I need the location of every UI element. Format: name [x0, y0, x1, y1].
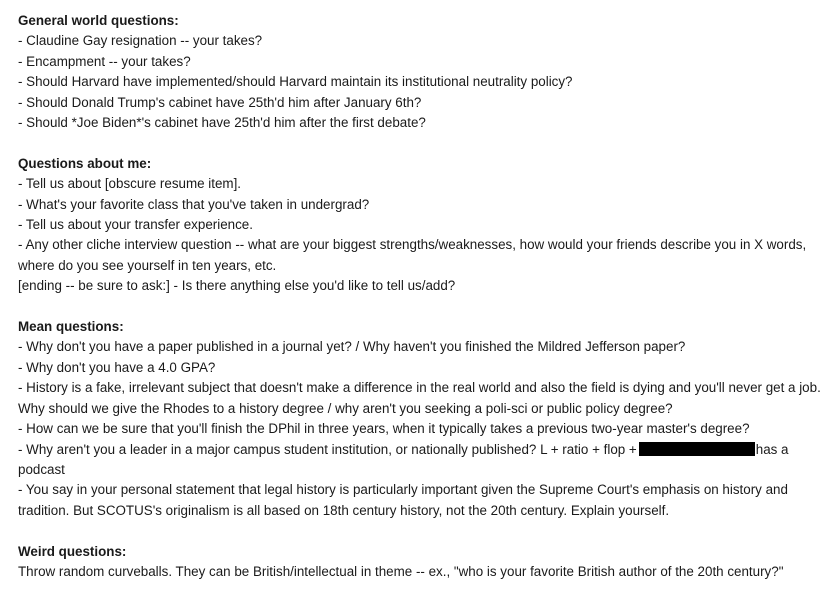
question-line: - Should Donald Trump's cabinet have 25th'd him after January 6th?: [18, 94, 422, 110]
question-line: - Should *Joe Biden*'s cabinet have 25th'd him after the first debate?: [18, 115, 426, 131]
section-mean-questions: [18, 317, 822, 521]
section-heading: Questions about me:: [18, 155, 152, 171]
question-line: - Tell us about [obscure resume item].: [18, 176, 242, 192]
question-line-redacted: [18, 440, 822, 481]
question-line: [ending -- be sure to ask:] - Is there anything else you'd like to tell us/add?: [18, 278, 456, 294]
question-line: - How can we be sure that you'll finish the DPhil in three years, when it typically takes a previous two-year master's degree?: [18, 421, 750, 437]
question-line: - Why don't you have a paper published in a journal yet? / Why haven't you finished the Mildred Jefferson paper?: [18, 339, 686, 355]
question-line: Throw random curveballs. They can be British/intellectual in theme -- ex., "who is your favorite British author of the 20th century?": [18, 563, 784, 579]
redacted-line-before: - Why aren't you a leader in a major campus student institution, or nationally published? L + ratio + flop +: [18, 441, 637, 457]
question-line: - Tell us about your transfer experience.: [18, 217, 253, 233]
question-line: - Encampment -- your takes?: [18, 53, 191, 69]
question-line: - What's your favorite class that you've taken in undergrad?: [18, 196, 370, 212]
section-heading: General world questions:: [18, 13, 179, 28]
question-line: - Claudine Gay resignation -- your takes?: [18, 33, 263, 49]
section-weird-questions: [18, 542, 822, 583]
section-heading: Mean questions:: [18, 319, 124, 335]
section-questions-about-me: [18, 154, 822, 297]
question-line: - Why don't you have a 4.0 GPA?: [18, 359, 216, 375]
question-line: - Should Harvard have implemented/should Harvard maintain its institutional neutrality policy?: [18, 74, 573, 90]
section-heading: Weird questions:: [18, 543, 127, 559]
redacted-line-after: has a podcast: [18, 441, 789, 477]
question-line: - Any other cliche interview question -- what are your biggest strengths/weaknesses, how would your friends describe you in X words, where do you see yourself in ten years, etc.: [18, 237, 807, 273]
redaction-bar: [639, 442, 755, 456]
section-general-world-questions: [18, 11, 822, 133]
question-line: - History is a fake, irrelevant subject that doesn't make a difference in the real world and also the field is dying and you'll never get a job. Why should we give the Rhodes to a history degree / why aren't you seeking a poli-sci or public policy degree?: [18, 380, 821, 416]
question-line: - You say in your personal statement that legal history is particularly important given the Supreme Court's emphasis on history and tradition. But SCOTUS's originalism is all based on 18th century history, not the 20th century. Explain yourself.: [18, 482, 788, 518]
document-body: [18, 11, 822, 603]
